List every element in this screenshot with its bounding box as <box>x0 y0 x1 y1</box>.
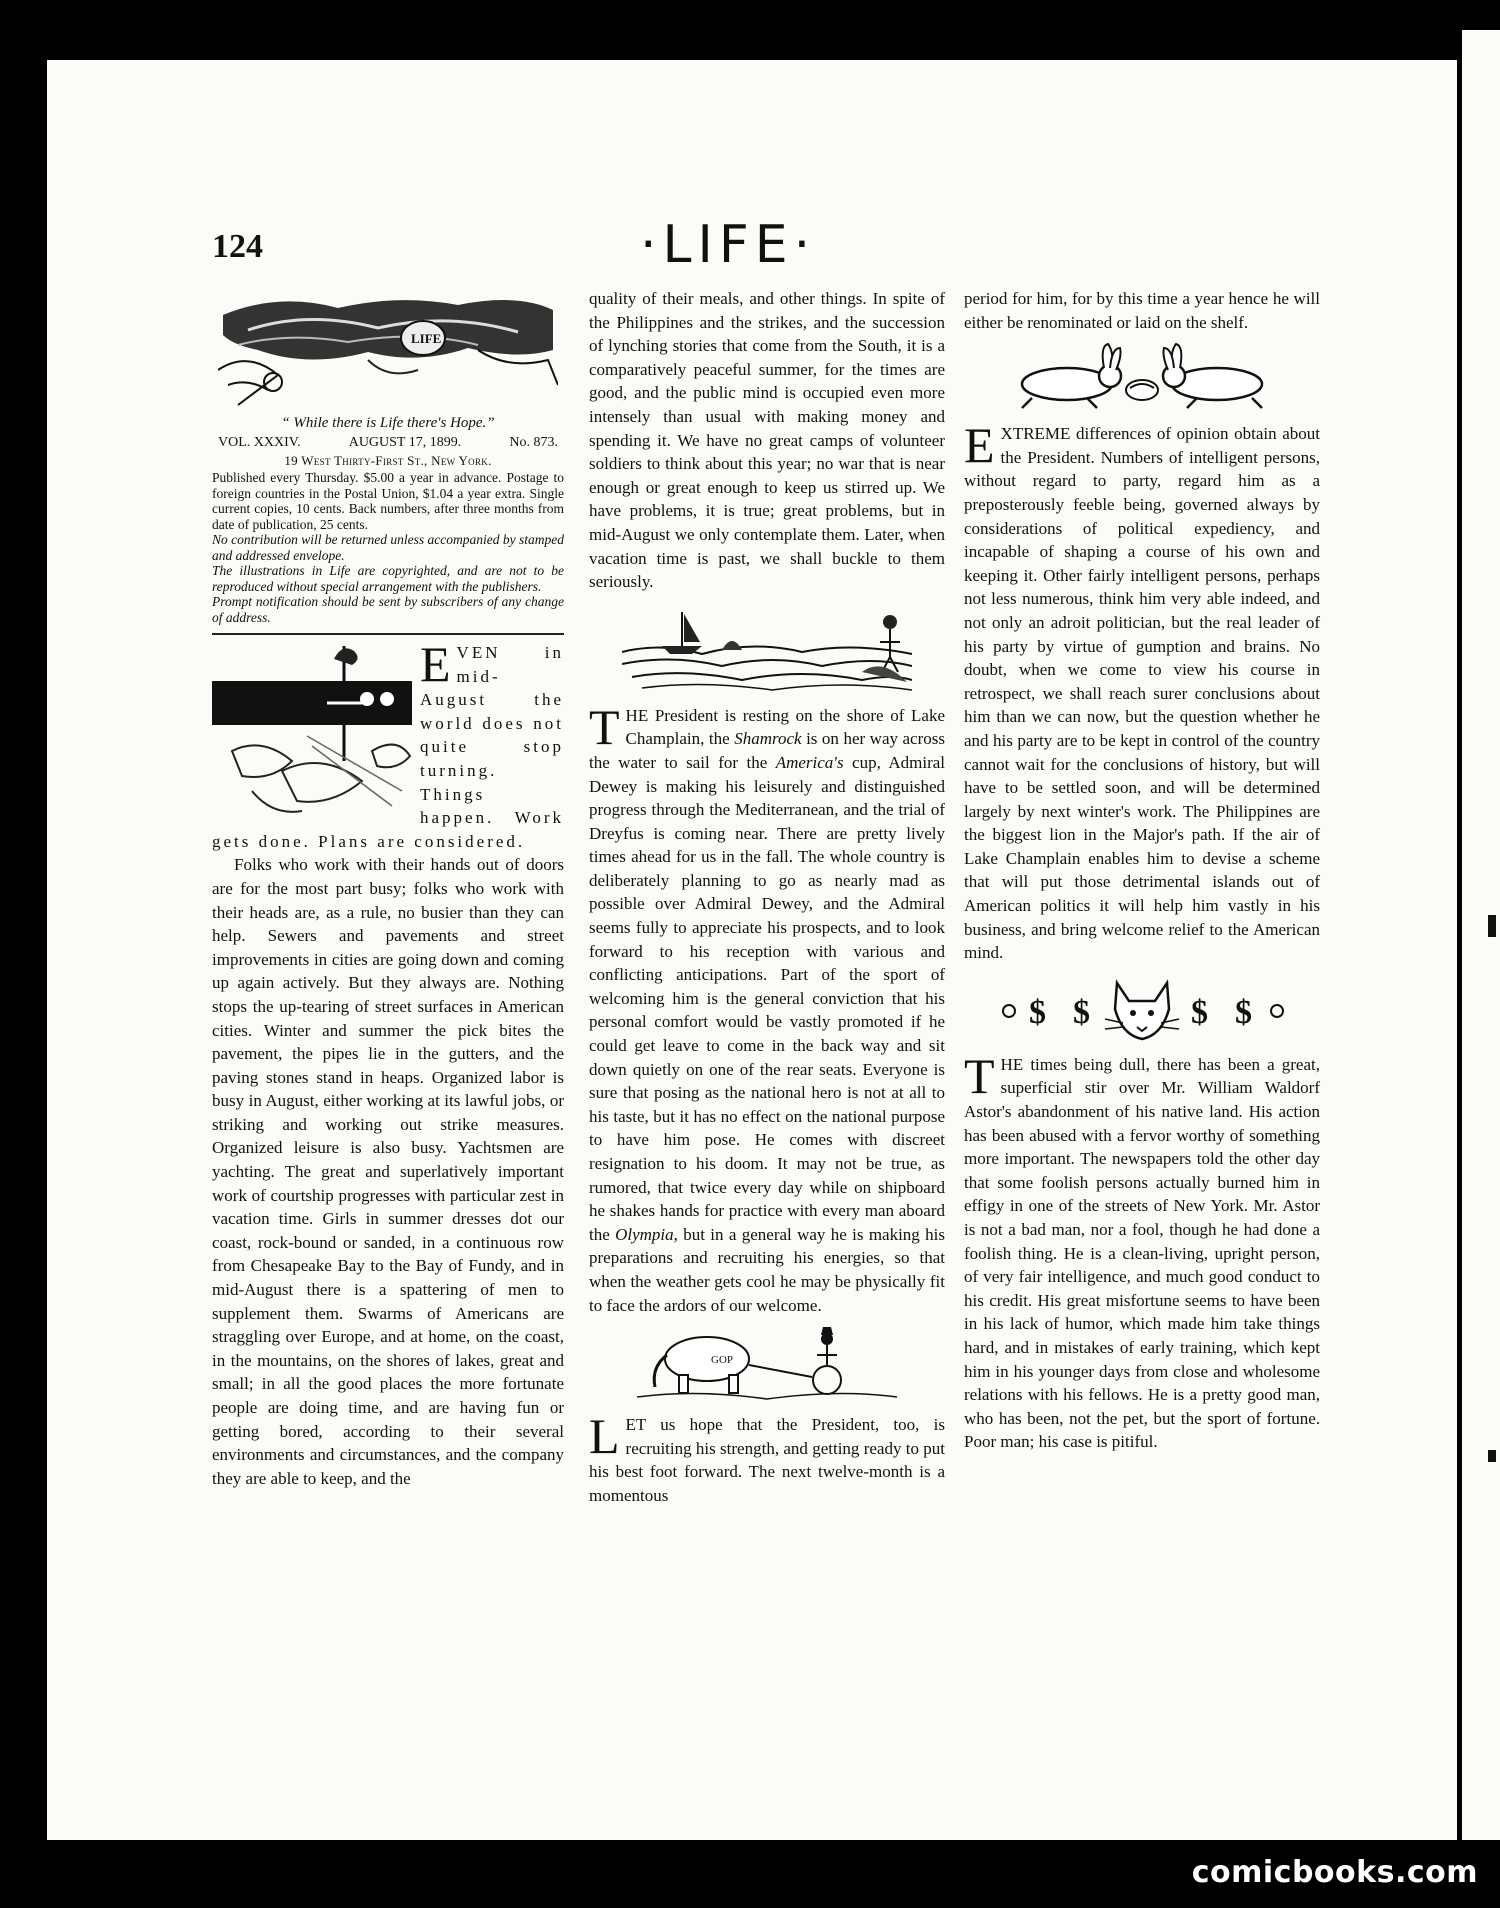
article-2-tail: , but in a general way he is making his preparations and recruiting his energies, so that when the weather gets cool he may be physically fit to face the ardors of our welcome. <box>589 1224 945 1315</box>
dropcap-e: E <box>964 417 995 474</box>
dropcap-t: T <box>589 698 620 755</box>
article-opinions-president <box>964 417 1320 965</box>
ship-name: Olympia <box>615 1224 674 1244</box>
volume-number: VOL. XXXIV. <box>218 435 301 450</box>
article-4-body: XTREME differences of opinion obtain about the President. Numbers of intelligent persons, without regard to party, regard him as a preposterously feeble being, governed always by considerations of political expediency, and incapable of shaping a course of his own and keeping it. Other fairly intelligent persons, perhaps not less numerous, think him very able indeed, and not only an adroit politician, but the real leader of his party by virtue of gumption and brains. No doubt, when we come to view his course in retrospect, we shall reach surer conclusions about him than we can now, but the question whether he and his party are to be kept in control of the country cannot wait for the conclusions of history, but will have to be settled soon, and will be determined largely by next winter's work. The Philippines are the biggest lion in the Major's path. If the air of Lake Champlain enables him to devise a scheme that will put those detrimental islands out of American politics it will help him vastly in his business, and bring welcome relief to the American mind. <box>964 424 1320 963</box>
article-1-body: Folks who work with their hands out of doors are for the most part busy; folks who work with their heads are, as a rule, no busier than they can help. Sewers and pavements and street improvements in cities are going down and coming up again actively. But they always are. Nothing stops the up-tearing of street surfaces in American cities. Winter and summer the pick bites the pavement, the pipes lie in the gutters, and the paving stones stand in heaps. Organized labor is busy in August, either working at its lawful jobs, or striking and working out strike measures. Organized leisure is also busy. Yachtsmen are yachting. The great and superlatively important work of courtship progresses with particular zest in vacation time. Girls in summer dresses dot our coast, rock-bound or sanded, in a continuous row from Chesapeake Bay to the Bay of Fundy, and in mid-August there is a spattering of men to supplement them. Swarms of Americans are straggling over Europe, and at home, on the coast, in the mountains, on the shores of lakes, great and small; in all the good places the more fortunate people are doing time, and are having fun or getting bored, according to their several environments and circumstances, and the company they are able to keep, and the <box>212 855 564 1488</box>
issue-number: No. 873. <box>509 435 558 450</box>
elephant-cart-illustration <box>637 1325 897 1403</box>
weathervane-illustration <box>212 641 412 823</box>
column-3 <box>964 287 1320 1454</box>
address-change-note: Prompt notification should be sent by subscribers of any change of address. <box>212 594 564 625</box>
article-2-text: is on her way across the water to sail for the <box>589 729 945 772</box>
article-5-body: HE times being dull, there has been a great, superficial stir over Mr. William Waldorf Astor's abandonment of his native land. His action has been abused with a fervor worthy of something more important. The newspapers told the other day that some foolish persons actually burned him in effigy in one of the streets of New York. Mr. Astor is not a bad man, nor a fool, though he had done a foolish thing. He is a clean-living, upright person, of very fair intelligence, and much good conduct to his credit. His great misfortune seems to have been in his lack of humor, which made him take things hard, and in mistakes of early training, which kept him in his younger days from close and wholesome relations with his fellows. He is a pretty good man, who has been, not the pet, but the sport of fortune. Poor man; his case is pitiful. <box>964 1054 1320 1452</box>
yacht-name: Shamrock <box>734 729 802 749</box>
dollar-sign: $ <box>1029 993 1046 1031</box>
divider-rule <box>212 633 564 635</box>
copyright-note: The illustrations in Life are copyrighted, and are not to be reproduced without special arrangement with the publishers. <box>212 563 564 594</box>
site-watermark: comicbooks.com <box>1191 1855 1478 1890</box>
article-recruiting-strength <box>589 1408 945 1507</box>
article-mid-august <box>212 636 564 1490</box>
masthead-vignette-illustration <box>218 290 558 408</box>
dollar-sign: $ <box>1073 993 1090 1031</box>
issue-date: AUGUST 17, 1899. <box>348 435 462 450</box>
dropcap-l: L <box>589 1408 620 1465</box>
article-1-continued: quality of their meals, and other things. In spite of the Philippines and the strikes, and the succession of lynching stories that come from the South, it is a comparatively peaceful summer, for the times are good, and the public mind is occupied even more intensely than usual with making money and spending it. We have no great camps of volunteer soldiers to think about this year; no war that is near enough or great enough to keep us stirred up. We have problems, it is true; great problems, but in mid-August we only contemplate them. Later, when vacation time is past, we shall buckle to them seriously. <box>589 289 945 592</box>
article-2-body: cup, Admiral Dewey is making his leisurely and distinguished progress through the Mediterranean, and the trial of Dreyfus is coming near. There are pretty lively times ahead for us in the fall. The whole country is deliberately planning to go as nearly mad as possible over Admiral Dewey, and the Admiral seems fully to appreciate his prospects, and to look forward to his reception with various and conflicting anticipations. Part of the sport of welcoming him is the general conviction that his personal comfort would be vastly promoted if he could get leave to come in the back way and sit down quietly on one of the rear seats. Everyone is sure that posing as the national hero is not at all to his taste, but it has no effect on the national purpose to have him pose. He comes with discreet resignation to his doom. It may not be true, as rumored, that twice every day while on shipboard he shakes hands for practice with every man aboard the <box>589 752 945 1244</box>
contribution-note: No contribution will be returned unless accompanied by stamped and addressed envelope. <box>212 532 564 563</box>
article-astor <box>964 1047 1320 1454</box>
publishing-note: Published every Thursday. $5.00 a year in advance. Postage to foreign countries in the Postal Union, $1.04 a year extra. Single current copies, 10 cents. Back numbers, after three months from date of publication, 25 cents. <box>212 470 564 532</box>
column-2 <box>589 287 945 1508</box>
cup-name: America's <box>775 752 844 772</box>
publisher-address: 19 West Thirty-First St., New York. <box>284 453 492 468</box>
fox-dollars-illustration <box>997 973 1287 1043</box>
dropcap-e: E <box>420 636 451 692</box>
volume-line <box>212 433 564 452</box>
column-1 <box>212 290 564 1490</box>
dropcap-t: T <box>964 1047 995 1104</box>
article-3-continued: period for him, for by this time a year hence he will either be renominated or laid on the shelf. <box>964 289 1320 332</box>
facing-page-mark <box>1488 1450 1496 1462</box>
dollar-sign: $ <box>1191 993 1208 1031</box>
cartouche-text: LIFE <box>411 331 442 346</box>
page-number: 124 <box>212 228 263 265</box>
article-1-lead: VEN in mid-August the world does not quite stop turning. Things happen. Work gets done. Plans are considered. <box>212 643 564 851</box>
facing-page-mark <box>1488 915 1496 937</box>
masthead-title: ·LIFE· <box>640 215 817 275</box>
article-2-lead: HE President is resting on the shore of Lake Champlain, the <box>625 705 945 749</box>
article-president-lake-champlain <box>589 698 945 1317</box>
magazine-motto: “ While there is Life there's Hope.” <box>281 415 495 431</box>
rabbits-illustration <box>992 342 1292 412</box>
elephant-label: GOP <box>711 1354 734 1367</box>
article-3-body: ET us hope that the President, too, is recruiting his strength, and getting ready to put his best foot forward. The next twelve-month is a momentous <box>589 1415 945 1505</box>
sailing-yacht-illustration <box>622 602 912 694</box>
dollar-sign: $ <box>1235 993 1252 1031</box>
